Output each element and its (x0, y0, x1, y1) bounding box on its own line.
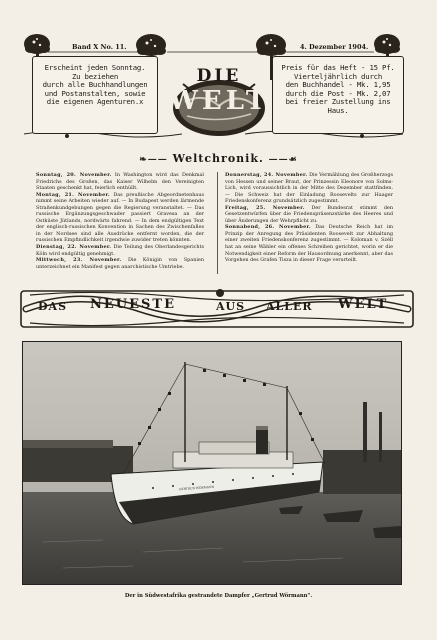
subscription-info-box (32, 56, 158, 134)
chronicle-left-column (36, 172, 204, 270)
logo-text: WELT (168, 86, 270, 116)
banner-word: WELT (338, 297, 389, 312)
chronicle-right-column (225, 172, 393, 264)
news-banner (20, 283, 414, 333)
info-line: Preis für das Heft - 15 Pf. (281, 63, 395, 72)
info-line: Vierteljährlich durch (293, 71, 383, 81)
price-info (275, 64, 401, 116)
entry-text: In Washington wird das Denkmal Friedrichs des Großen, das Kaiser Wilhelm den Vereinigten Staaten geschenkt hat, feierlich enthüllt. (36, 172, 204, 192)
entry-date: Montag, 21. November. (36, 191, 110, 198)
chronicle-entry (36, 172, 204, 192)
info-line: die eigenen Agenturen.x (46, 97, 144, 107)
section-title-text: Weltchronik. (172, 152, 264, 165)
info-line: den Buchhandel - Mk. 1,95 (285, 80, 391, 90)
entry-text: Der Bundesrat stimmt den Gesetzentwürfen über die Friedenspräsenzstärke des Heeres und über Änderungen der Wehrpflicht zu. (225, 204, 394, 224)
photo-caption: Der in Südwestafrika gestrandete Dampfer „Gertrud Wörmann“. (124, 593, 313, 599)
column-divider (217, 172, 218, 274)
banner-word: AUS (216, 300, 246, 313)
chronicle-entry (36, 244, 204, 257)
info-line: durch alle Buchhandlungen (42, 80, 148, 90)
volume-number: Band X No. 11. (72, 43, 127, 51)
chronicle-entry (36, 192, 204, 244)
entry-text: Die Vermählung des Großherzogs von Hessen und seiner Braut, der Prinzessin Eleonore von Solms-Lich, wird voraussichtlich in der Mitte des Dezember stattfinden. — Die Schweiz hat der Einladung Roosevelts zur Haager Friedenskonferenz grundsätzlich zugestimmt. (225, 172, 393, 205)
banner-word: ALLER (266, 300, 313, 313)
info-line: und Postanstalten, sowie (44, 88, 146, 98)
entry-date: Mittwoch, 23. November. (36, 257, 122, 264)
entry-text: Das preußische Abgeordnetenhaus nimmt seine Arbeiten wieder auf. — In Budapest werden lärmende Straßenkundgebungen gegen die Regierung veranstaltet. — Das russische Ergänzungsgeschwader passiert Gravesa an der Ostküste Jütlands, nordwärts fahrend. — In dem endgültigen Text der englisch-russischen Konvention in Sachen des Zwischenfalles in der Nordsee sind alle Ausdrücke entfernt worden, die der russischen Empfindlichkeit irgendwie zuwider treten könnten. (36, 191, 204, 244)
price-info-box (272, 56, 404, 134)
chronicle-entry (225, 172, 393, 205)
entry-date: Freitag, 25. November. (225, 204, 305, 211)
info-line: Zu beziehen (71, 71, 119, 81)
subscription-info (35, 64, 155, 107)
info-line: Erscheint jeden Sonntag. (44, 63, 146, 72)
banner-word: NEUESTE (90, 297, 177, 312)
section-title (0, 152, 437, 165)
ornament-right-icon: ——☙ (268, 155, 298, 165)
info-line: bei freier Zustellung ins Haus. (285, 97, 391, 115)
entry-date: Sonnabend, 26. November. (225, 224, 311, 231)
logo-text: DIE (196, 66, 242, 86)
die-welt-logo (163, 62, 275, 138)
chronicle-entry (225, 205, 393, 225)
steamer-photograph (22, 341, 402, 585)
entry-date: Dienstag, 22. November. (36, 244, 112, 251)
entry-date: Donnerstag, 24. November. (225, 172, 308, 178)
issue-date: 4. Dezember 1904. (300, 43, 369, 51)
ship-name-label: GERTRUD WÖRMANN (178, 484, 215, 492)
entry-text: Die Königin von Spanien unterzeichnet ein Manifest gegen anarchistische Umtriebe. (36, 257, 204, 270)
entry-date: Sonntag, 20. November. (36, 172, 112, 178)
chronicle-entry (36, 257, 204, 270)
banner-word: DAS (38, 300, 68, 313)
entry-text: Das Deutsche Reich hat im Prinzip der Anregung des Präsidenten Roosevelt zur Abhaltung einer zweiten Friedenskonferenz zugestimmt. — Koloman v. Széll hat an seine Wähler ein offenes Schreiben gerichtet, worin er die Notwendigkeit einer Reform der Hausordnung anerkennt, aber das Vorgehen des Grafen Tisza in dieser Frage verurteilt. (225, 224, 393, 264)
info-line: durch die Post - Mk. 2,07 (285, 88, 391, 98)
ornament-left-icon: ❧—— (139, 155, 168, 165)
chronicle-entry (225, 224, 393, 263)
entry-text: Die Teilung des Oberlandesgerichts Köln wird endgültig genehmigt. (36, 244, 204, 257)
